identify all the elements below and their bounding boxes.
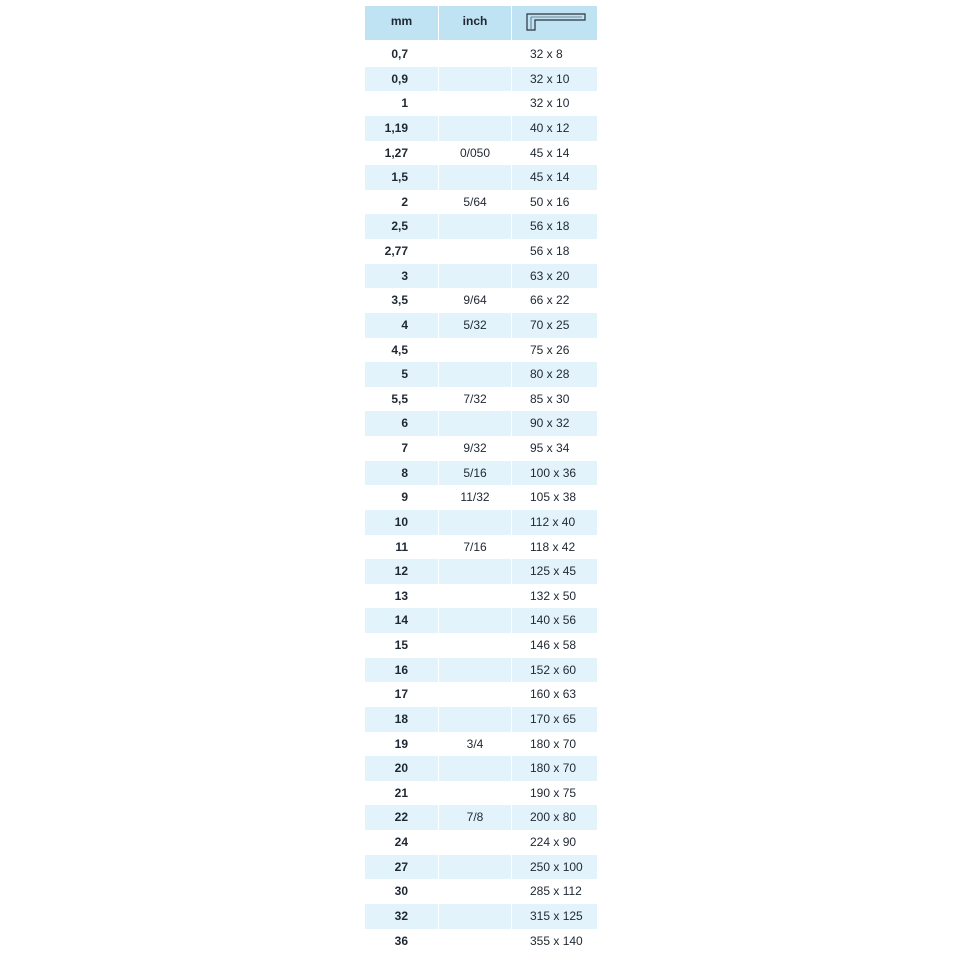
table-row [365, 165, 597, 190]
cell-size: 66 x 22 [511, 288, 597, 313]
cell-inch [438, 830, 511, 855]
cell-mm: 7 [401, 441, 408, 455]
table-row [365, 362, 597, 387]
cell-size: 355 x 140 [511, 929, 597, 954]
cell-size: 75 x 26 [511, 338, 597, 363]
cell-inch [438, 682, 511, 707]
table-row [365, 879, 597, 904]
cell-mm: 10 [394, 514, 408, 529]
cell-mm: 5 [401, 367, 408, 382]
cell-inch: 5/32 [438, 313, 511, 338]
table-row [365, 830, 597, 855]
table-row [365, 461, 597, 486]
cell-size: 56 x 18 [511, 214, 597, 239]
cell-mm: 6 [401, 416, 408, 431]
cell-mm: 1 [401, 96, 408, 111]
cell-size: 200 x 80 [511, 805, 597, 830]
cell-inch [438, 510, 511, 535]
table-body [365, 42, 597, 953]
cell-mm: 8 [401, 465, 408, 480]
cell-mm: 21 [394, 785, 408, 800]
cell-inch: 3/4 [438, 732, 511, 757]
cell-mm: 36 [394, 933, 408, 948]
cell-mm: 1,27 [384, 145, 408, 160]
cell-inch [438, 756, 511, 781]
cell-size: 285 x 112 [511, 879, 597, 904]
cell-mm: 0,9 [391, 71, 408, 86]
cell-size: 45 x 14 [511, 165, 597, 190]
header-size [511, 6, 597, 40]
cell-size: 315 x 125 [511, 904, 597, 929]
cell-size: 56 x 18 [511, 239, 597, 264]
table-row [365, 633, 597, 658]
table-row [365, 805, 597, 830]
cell-mm: 20 [394, 761, 408, 776]
cell-inch [438, 91, 511, 116]
header-mm: mm [390, 14, 413, 28]
cell-size: 112 x 40 [511, 510, 597, 535]
cell-size: 140 x 56 [511, 608, 597, 633]
cell-inch: 0/050 [438, 141, 511, 166]
cell-inch [438, 707, 511, 732]
cell-size: 45 x 14 [511, 141, 597, 166]
cell-inch [438, 584, 511, 609]
table-row [365, 116, 597, 141]
table-row [365, 387, 597, 412]
table-row [365, 411, 597, 436]
table-row [365, 608, 597, 633]
cell-mm: 1,19 [384, 120, 408, 135]
cell-inch [438, 338, 511, 363]
table-row [365, 313, 597, 338]
cell-size: 105 x 38 [511, 485, 597, 510]
cell-inch: 5/64 [438, 190, 511, 215]
cell-mm: 5,5 [391, 391, 408, 406]
cell-size: 63 x 20 [511, 264, 597, 289]
table-row [365, 214, 597, 239]
cell-size: 160 x 63 [511, 682, 597, 707]
hex-key-l-shape-icon [526, 13, 586, 31]
table-row [365, 338, 597, 363]
cell-size: 152 x 60 [511, 658, 597, 683]
cell-inch [438, 362, 511, 387]
table-row [365, 264, 597, 289]
cell-mm: 1,5 [391, 170, 408, 185]
cell-inch [438, 879, 511, 904]
cell-size: 170 x 65 [511, 707, 597, 732]
cell-inch: 7/32 [438, 387, 511, 412]
table-row [365, 855, 597, 880]
cell-inch [438, 239, 511, 264]
cell-mm: 11 [395, 539, 408, 554]
cell-size: 132 x 50 [511, 584, 597, 609]
cell-size: 180 x 70 [511, 732, 597, 757]
cell-size: 95 x 34 [511, 436, 597, 461]
cell-mm: 4,5 [391, 342, 408, 357]
cell-inch [438, 781, 511, 806]
cell-inch [438, 165, 511, 190]
table-row [365, 682, 597, 707]
table-row [365, 535, 597, 560]
cell-size: 146 x 58 [511, 633, 597, 658]
cell-size: 125 x 45 [511, 559, 597, 584]
cell-inch: 11/32 [438, 485, 511, 510]
cell-mm: 17 [394, 687, 408, 702]
header-inch: inch [438, 6, 511, 40]
cell-mm: 16 [394, 662, 408, 677]
table-row [365, 485, 597, 510]
size-table [365, 6, 597, 953]
cell-size: 50 x 16 [511, 190, 597, 215]
table-row [365, 510, 597, 535]
cell-inch: 9/64 [438, 288, 511, 313]
cell-inch [438, 42, 511, 67]
cell-mm: 0,7 [391, 47, 408, 61]
table-row [365, 91, 597, 116]
cell-size: 70 x 25 [511, 313, 597, 338]
cell-inch [438, 633, 511, 658]
cell-mm: 2,77 [384, 244, 408, 258]
cell-mm: 18 [394, 711, 408, 726]
table-row [365, 584, 597, 609]
cell-inch [438, 116, 511, 141]
table-row [365, 436, 597, 461]
cell-mm: 3 [401, 268, 408, 283]
cell-inch [438, 411, 511, 436]
table-row [365, 904, 597, 929]
cell-mm: 14 [394, 613, 408, 628]
cell-size: 40 x 12 [511, 116, 597, 141]
cell-inch [438, 658, 511, 683]
cell-inch [438, 929, 511, 954]
cell-size: 32 x 10 [511, 67, 597, 92]
cell-mm: 4 [401, 317, 408, 332]
cell-size: 118 x 42 [511, 535, 597, 560]
cell-mm: 13 [394, 588, 408, 603]
cell-size: 190 x 75 [511, 781, 597, 806]
table-row [365, 781, 597, 806]
table-row [365, 190, 597, 215]
cell-mm: 15 [394, 638, 408, 652]
cell-inch: 5/16 [438, 461, 511, 486]
table-row [365, 707, 597, 732]
table-row [365, 732, 597, 757]
cell-mm: 3,5 [391, 293, 408, 308]
cell-mm: 2 [401, 194, 408, 209]
cell-size: 90 x 32 [511, 411, 597, 436]
cell-size: 180 x 70 [511, 756, 597, 781]
cell-inch [438, 608, 511, 633]
cell-size: 85 x 30 [511, 387, 597, 412]
table-row [365, 141, 597, 166]
cell-mm: 22 [394, 810, 408, 825]
cell-size: 80 x 28 [511, 362, 597, 387]
cell-size: 224 x 90 [511, 830, 597, 855]
cell-inch [438, 559, 511, 584]
cell-inch [438, 214, 511, 239]
cell-mm: 32 [394, 908, 408, 923]
table-row [365, 42, 597, 67]
cell-size: 100 x 36 [511, 461, 597, 486]
cell-size: 250 x 100 [511, 855, 597, 880]
table-row [365, 658, 597, 683]
cell-inch [438, 855, 511, 880]
cell-inch: 9/32 [438, 436, 511, 461]
cell-mm: 24 [394, 835, 408, 849]
cell-inch: 7/16 [438, 535, 511, 560]
cell-mm: 12 [394, 564, 408, 579]
cell-inch [438, 904, 511, 929]
cell-inch: 7/8 [438, 805, 511, 830]
cell-mm: 19 [394, 736, 408, 751]
table-row [365, 67, 597, 92]
table-row [365, 559, 597, 584]
cell-mm: 2,5 [391, 219, 408, 234]
cell-mm: 27 [394, 859, 408, 874]
cell-size: 32 x 8 [511, 42, 597, 67]
cell-inch [438, 264, 511, 289]
table-row [365, 239, 597, 264]
cell-size: 32 x 10 [511, 91, 597, 116]
table-row [365, 929, 597, 954]
cell-mm: 9 [401, 490, 408, 505]
table-row [365, 756, 597, 781]
cell-inch [438, 67, 511, 92]
table-row [365, 288, 597, 313]
table-header [365, 6, 597, 40]
cell-mm: 30 [394, 884, 408, 899]
